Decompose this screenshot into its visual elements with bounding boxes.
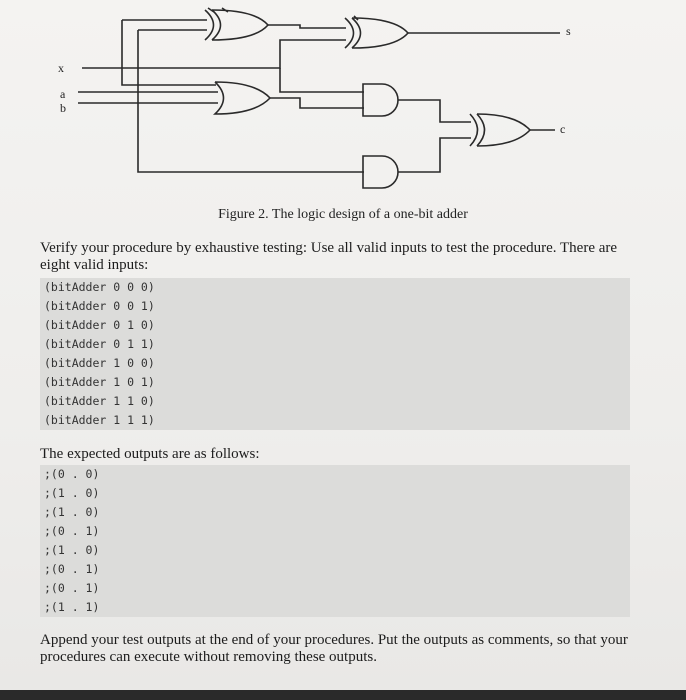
xor-gate-1 [205, 10, 268, 40]
final-or-gate [470, 114, 530, 146]
code-line: ;(1 . 0) [44, 543, 100, 557]
code-line: ;(0 . 1) [44, 562, 100, 576]
and-gate-1 [363, 84, 398, 116]
inputs-code-block [40, 278, 630, 430]
figure-caption: Figure 2. The logic design of a one-bit adder [218, 207, 468, 222]
code-line: ;(0 . 0) [44, 467, 100, 481]
label-s: s [566, 24, 571, 38]
outputs-code-block [40, 465, 630, 617]
label-c: c [560, 122, 566, 136]
code-line: (bitAdder 0 1 1) [44, 337, 155, 351]
code-line: (bitAdder 0 1 0) [44, 318, 155, 332]
label-b: b [60, 101, 66, 115]
or-gate [215, 82, 270, 114]
code-line: ;(0 . 1) [44, 581, 100, 595]
intro-paragraph: Verify your procedure by exhaustive testing: Use all valid inputs to test the procedure. There are eight valid inputs: [40, 240, 618, 273]
label-x: x [58, 61, 64, 75]
code-line: (bitAdder 1 0 1) [44, 375, 155, 389]
code-line: ;(1 . 1) [44, 600, 100, 614]
code-line: (bitAdder 0 0 1) [44, 299, 155, 313]
code-line: ;(1 . 0) [44, 505, 100, 519]
outputs-heading: The expected outputs are as follows: [40, 446, 260, 462]
code-line: (bitAdder 1 0 0) [44, 356, 155, 370]
xor-gate-2 [345, 18, 408, 48]
closing-paragraph: Append your test outputs at the end of your procedures. Put the outputs as comments, so that your procedures can execute without removing these outputs. [40, 632, 628, 665]
code-line: (bitAdder 0 0 0) [44, 280, 155, 294]
adder-circuit-diagram [0, 0, 686, 205]
code-line: ;(0 . 1) [44, 524, 100, 538]
and-gate-2 [363, 156, 398, 188]
code-line: (bitAdder 1 1 1) [44, 413, 155, 427]
bottom-bar [0, 690, 686, 700]
wires [78, 8, 560, 172]
code-line: ;(1 . 0) [44, 486, 100, 500]
code-line: (bitAdder 1 1 0) [44, 394, 155, 408]
label-a: a [60, 87, 66, 101]
